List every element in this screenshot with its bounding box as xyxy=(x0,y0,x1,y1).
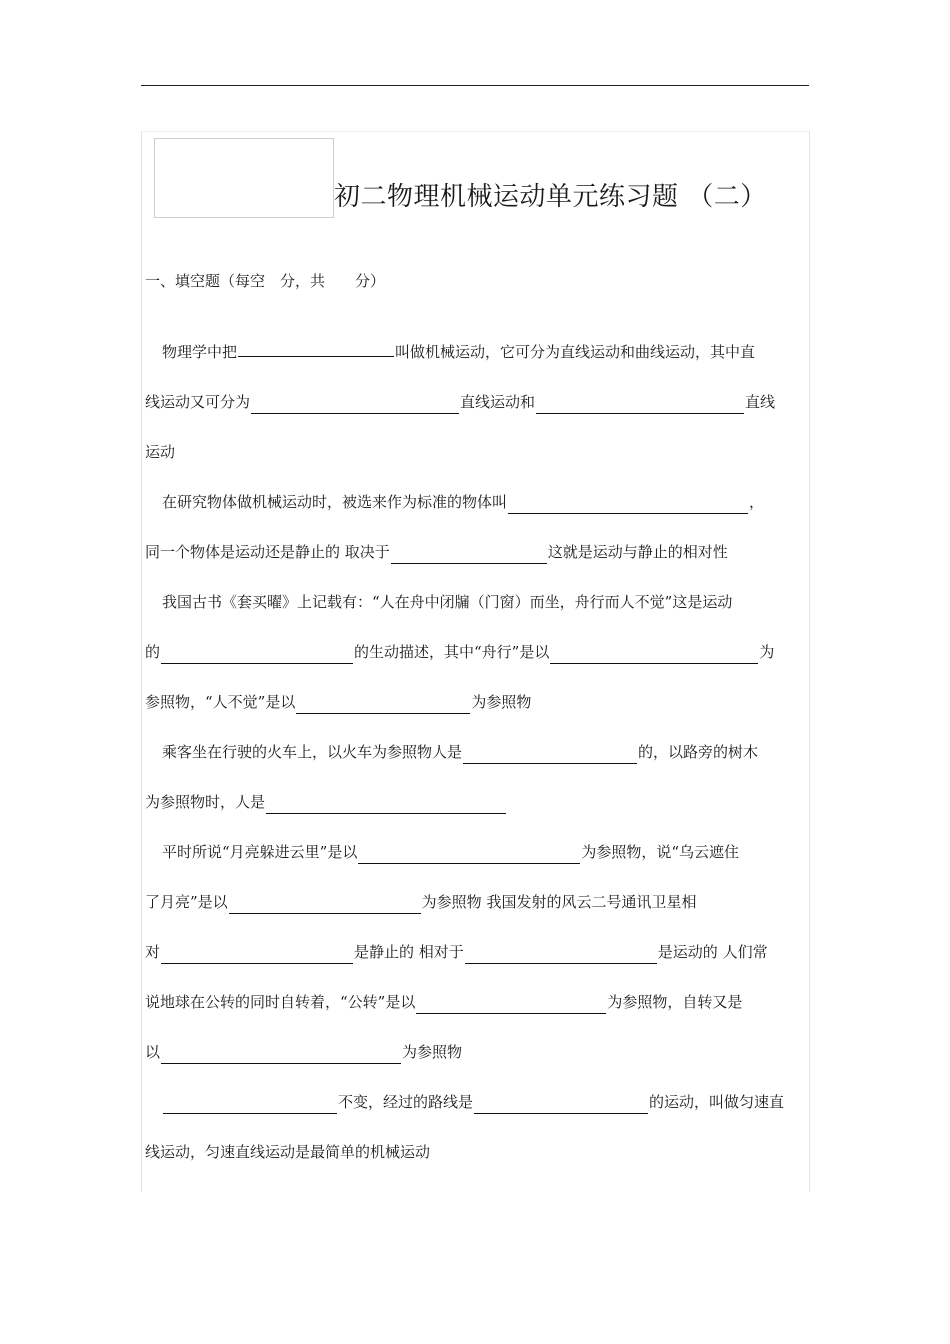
answer-blank[interactable] xyxy=(163,1096,337,1114)
q6-line-1 xyxy=(145,1090,807,1114)
text: 同一个物体是运动还是静止的 取决于 xyxy=(145,543,390,561)
q3-line-3 xyxy=(145,690,807,714)
text: 参照物，“人不觉”是以 xyxy=(145,693,296,711)
text: 为参照物 我国发射的风云二号通讯卫星相 xyxy=(421,893,697,911)
q3-line-2 xyxy=(145,640,807,664)
text: 的生动描述，其中“舟行”是以 xyxy=(354,643,550,661)
logo-placeholder xyxy=(154,138,334,218)
q2-line-2 xyxy=(145,540,807,564)
text: 的 xyxy=(145,643,161,661)
text: 对 xyxy=(145,943,161,961)
answer-blank[interactable] xyxy=(391,546,547,564)
answer-blank[interactable] xyxy=(465,946,657,964)
answer-blank[interactable] xyxy=(161,646,353,664)
answer-blank[interactable] xyxy=(251,396,459,414)
text: 直线运动和 xyxy=(460,393,536,411)
q4-line-2 xyxy=(145,790,807,814)
page-title: 初二物理机械运动单元练习题 （二） xyxy=(334,182,767,212)
text: 是静止的 相对于 xyxy=(354,943,464,961)
q6-line-2 xyxy=(145,1140,807,1164)
text: 我国古书《套买曜》上记载有：“人在舟中闭牖（门窗）而坐，舟行而人不觉”这是运动 xyxy=(162,593,733,611)
text: 物理学中把 xyxy=(162,343,238,361)
text: 说地球在公转的同时自转着，“公转”是以 xyxy=(145,993,416,1011)
text: 线运动，匀速直线运动是最简单的机械运动 xyxy=(145,1143,431,1161)
q4-line-1 xyxy=(145,740,807,764)
answer-blank[interactable] xyxy=(161,1046,401,1064)
q1-line-2 xyxy=(145,390,807,414)
text: 为参照物 xyxy=(471,693,532,711)
answer-blank[interactable] xyxy=(229,896,421,914)
text: 平时所说“月亮躲进云里”是以 xyxy=(162,843,358,861)
text: 为参照物 xyxy=(402,1043,463,1061)
answer-blank[interactable] xyxy=(416,996,606,1014)
answer-blank[interactable] xyxy=(508,496,748,514)
answer-blank[interactable] xyxy=(161,946,353,964)
q2-line-1 xyxy=(145,490,807,514)
text: 为参照物，自转又是 xyxy=(607,993,743,1011)
text: 线运动又可分为 xyxy=(145,393,251,411)
text: 以 xyxy=(145,1043,161,1061)
text: 了月亮”是以 xyxy=(145,893,228,911)
text: ， xyxy=(749,493,765,511)
q5-line-3 xyxy=(145,940,807,964)
text: 叫做机械运动，它可分为直线运动和曲线运动，其中直 xyxy=(395,343,756,361)
answer-blank[interactable] xyxy=(266,796,506,814)
text: 乘客坐在行驶的火车上，以火车为参照物人是 xyxy=(162,743,463,761)
q5-line-5 xyxy=(145,1040,807,1064)
section-heading: 一、填空题（每空 分，共 分） xyxy=(145,272,386,290)
q1-line-1 xyxy=(145,340,807,364)
text: 这就是运动与静止的相对性 xyxy=(547,543,728,561)
text: 是运动的 人们常 xyxy=(657,943,768,961)
text: 运动 xyxy=(145,443,176,461)
q5-line-2 xyxy=(145,890,807,914)
q5-line-1 xyxy=(145,840,807,864)
answer-blank[interactable] xyxy=(463,746,637,764)
answer-blank[interactable] xyxy=(550,646,758,664)
answer-blank[interactable] xyxy=(474,1096,648,1114)
q3-line-1 xyxy=(145,590,807,614)
text: 为参照物时，人是 xyxy=(145,793,266,811)
answer-blank[interactable] xyxy=(296,696,470,714)
text: 的运动，叫做匀速直 xyxy=(649,1093,785,1111)
text: 直线 xyxy=(745,393,776,411)
answer-blank[interactable] xyxy=(358,846,580,864)
text: 的，以路旁的树木 xyxy=(638,743,759,761)
text: 在研究物体做机械运动时，被选来作为标准的物体叫 xyxy=(162,493,508,511)
text: 不变，经过的路线是 xyxy=(338,1093,474,1111)
text: 为参照物，说“乌云遮住 xyxy=(581,843,740,861)
answer-blank[interactable] xyxy=(536,396,744,414)
q5-line-4 xyxy=(145,990,807,1014)
header-rule xyxy=(141,85,809,86)
q1-line-3 xyxy=(145,440,807,464)
answer-blank[interactable] xyxy=(238,339,394,357)
text: 为 xyxy=(759,643,775,661)
